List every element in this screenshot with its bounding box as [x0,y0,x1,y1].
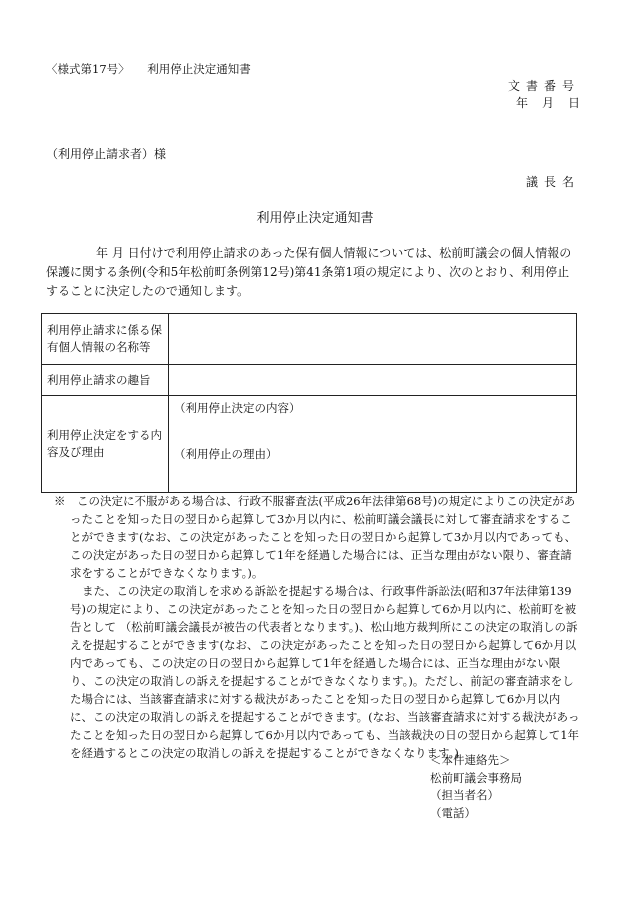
decision-content-label: （利用停止決定の内容） [174,401,301,415]
notes-section [46,492,580,762]
contact-office: 松前町議会事務局 [430,770,522,785]
form-header [46,64,251,76]
table-row [42,396,577,493]
appeal-note: ※ この決定に不服がある場合は、行政不服審査法(平成26年法律第68号)の規定によりこの決定があったことを知った日の翌日から起算して3か月以内に、松前町議会議長に対して審査請求をすることができます(なお、この決定があったことを知った日の翌日から起算して3か月以内であっても、この決定があった日の翌日から起算して1年を経過した場合には、正当な理由がない限り、審査請求をすることができなくなります。)。 [54,494,577,580]
detail-table [41,313,577,493]
row-content [169,314,577,365]
lawsuit-note: また、この決定の取消しを求める訴訟を提起する場合は、行政事件訴訟法(昭和37年法律第139号)の規定により、この決定があったことを知った日の翌日から起算して6か月以内に、松前町を被告として （松前町議会議長が被告の代表者となります。)、松山地方裁判所にこの決定の取消しの訴えを提起することができます(なお、この決定があったことを知った日の翌日から起算して6か月以内であっても、この決定の日の翌日から起算して1年を経過した場合には、正当な理由がない限り、この決定の取消しの訴えを提起することができなくなります。)。ただし、前記の審査請求をした場合には、当該審査請求に対する裁決があったことを知った日の翌日から起算して6か月以内に、この決定の取消しの訴えを提起することができます。(なお、当該審査請求に対する裁決があったことを知った日の翌日から起算して6か月以内であっても、当該裁決の日の翌日から起算して1年を経過するとこの決定の取消しの訴えを提起することができなくなります。) [70,584,580,760]
table-row [42,365,577,396]
issuer-name: 議長名 [525,175,580,189]
date-day: 日 [567,96,580,110]
row-label: 利用停止請求に係る保有個人情報の名称等 [42,314,169,365]
table-row [42,314,577,365]
row-content [169,396,577,493]
contact-phone: （電話） [430,805,476,820]
row-label: 利用停止決定をする内容及び理由 [42,396,169,493]
addressee: （利用停止請求者）様 [46,147,167,161]
decision-reason-label: （利用停止の理由） [174,447,278,461]
contact-person: （担当者名） [430,788,499,802]
document-number: 文書番号 [507,79,580,93]
body-text: 年 月 日付けで利用停止請求のあった保有個人情報については、松前町議会の個人情報の保護に関する条例(令和5年松前町条例第12号)第41条第1項の規定により、次のとおり、利用停止することに決定したので通知します。 [46,246,572,298]
form-number: 〈様式第17号〉 [46,62,130,76]
form-title: 利用停止決定通知書 [147,62,251,76]
contact-heading: ＜本件連絡先＞ [430,753,511,767]
date-line [516,97,580,109]
document-title: 利用停止決定通知書 [256,211,374,226]
contact-block [430,752,522,822]
body-paragraph [46,244,580,301]
row-content [169,365,577,396]
date-year: 年 [515,96,528,110]
row-label: 利用停止請求の趣旨 [42,365,169,396]
date-month: 月 [541,96,554,110]
